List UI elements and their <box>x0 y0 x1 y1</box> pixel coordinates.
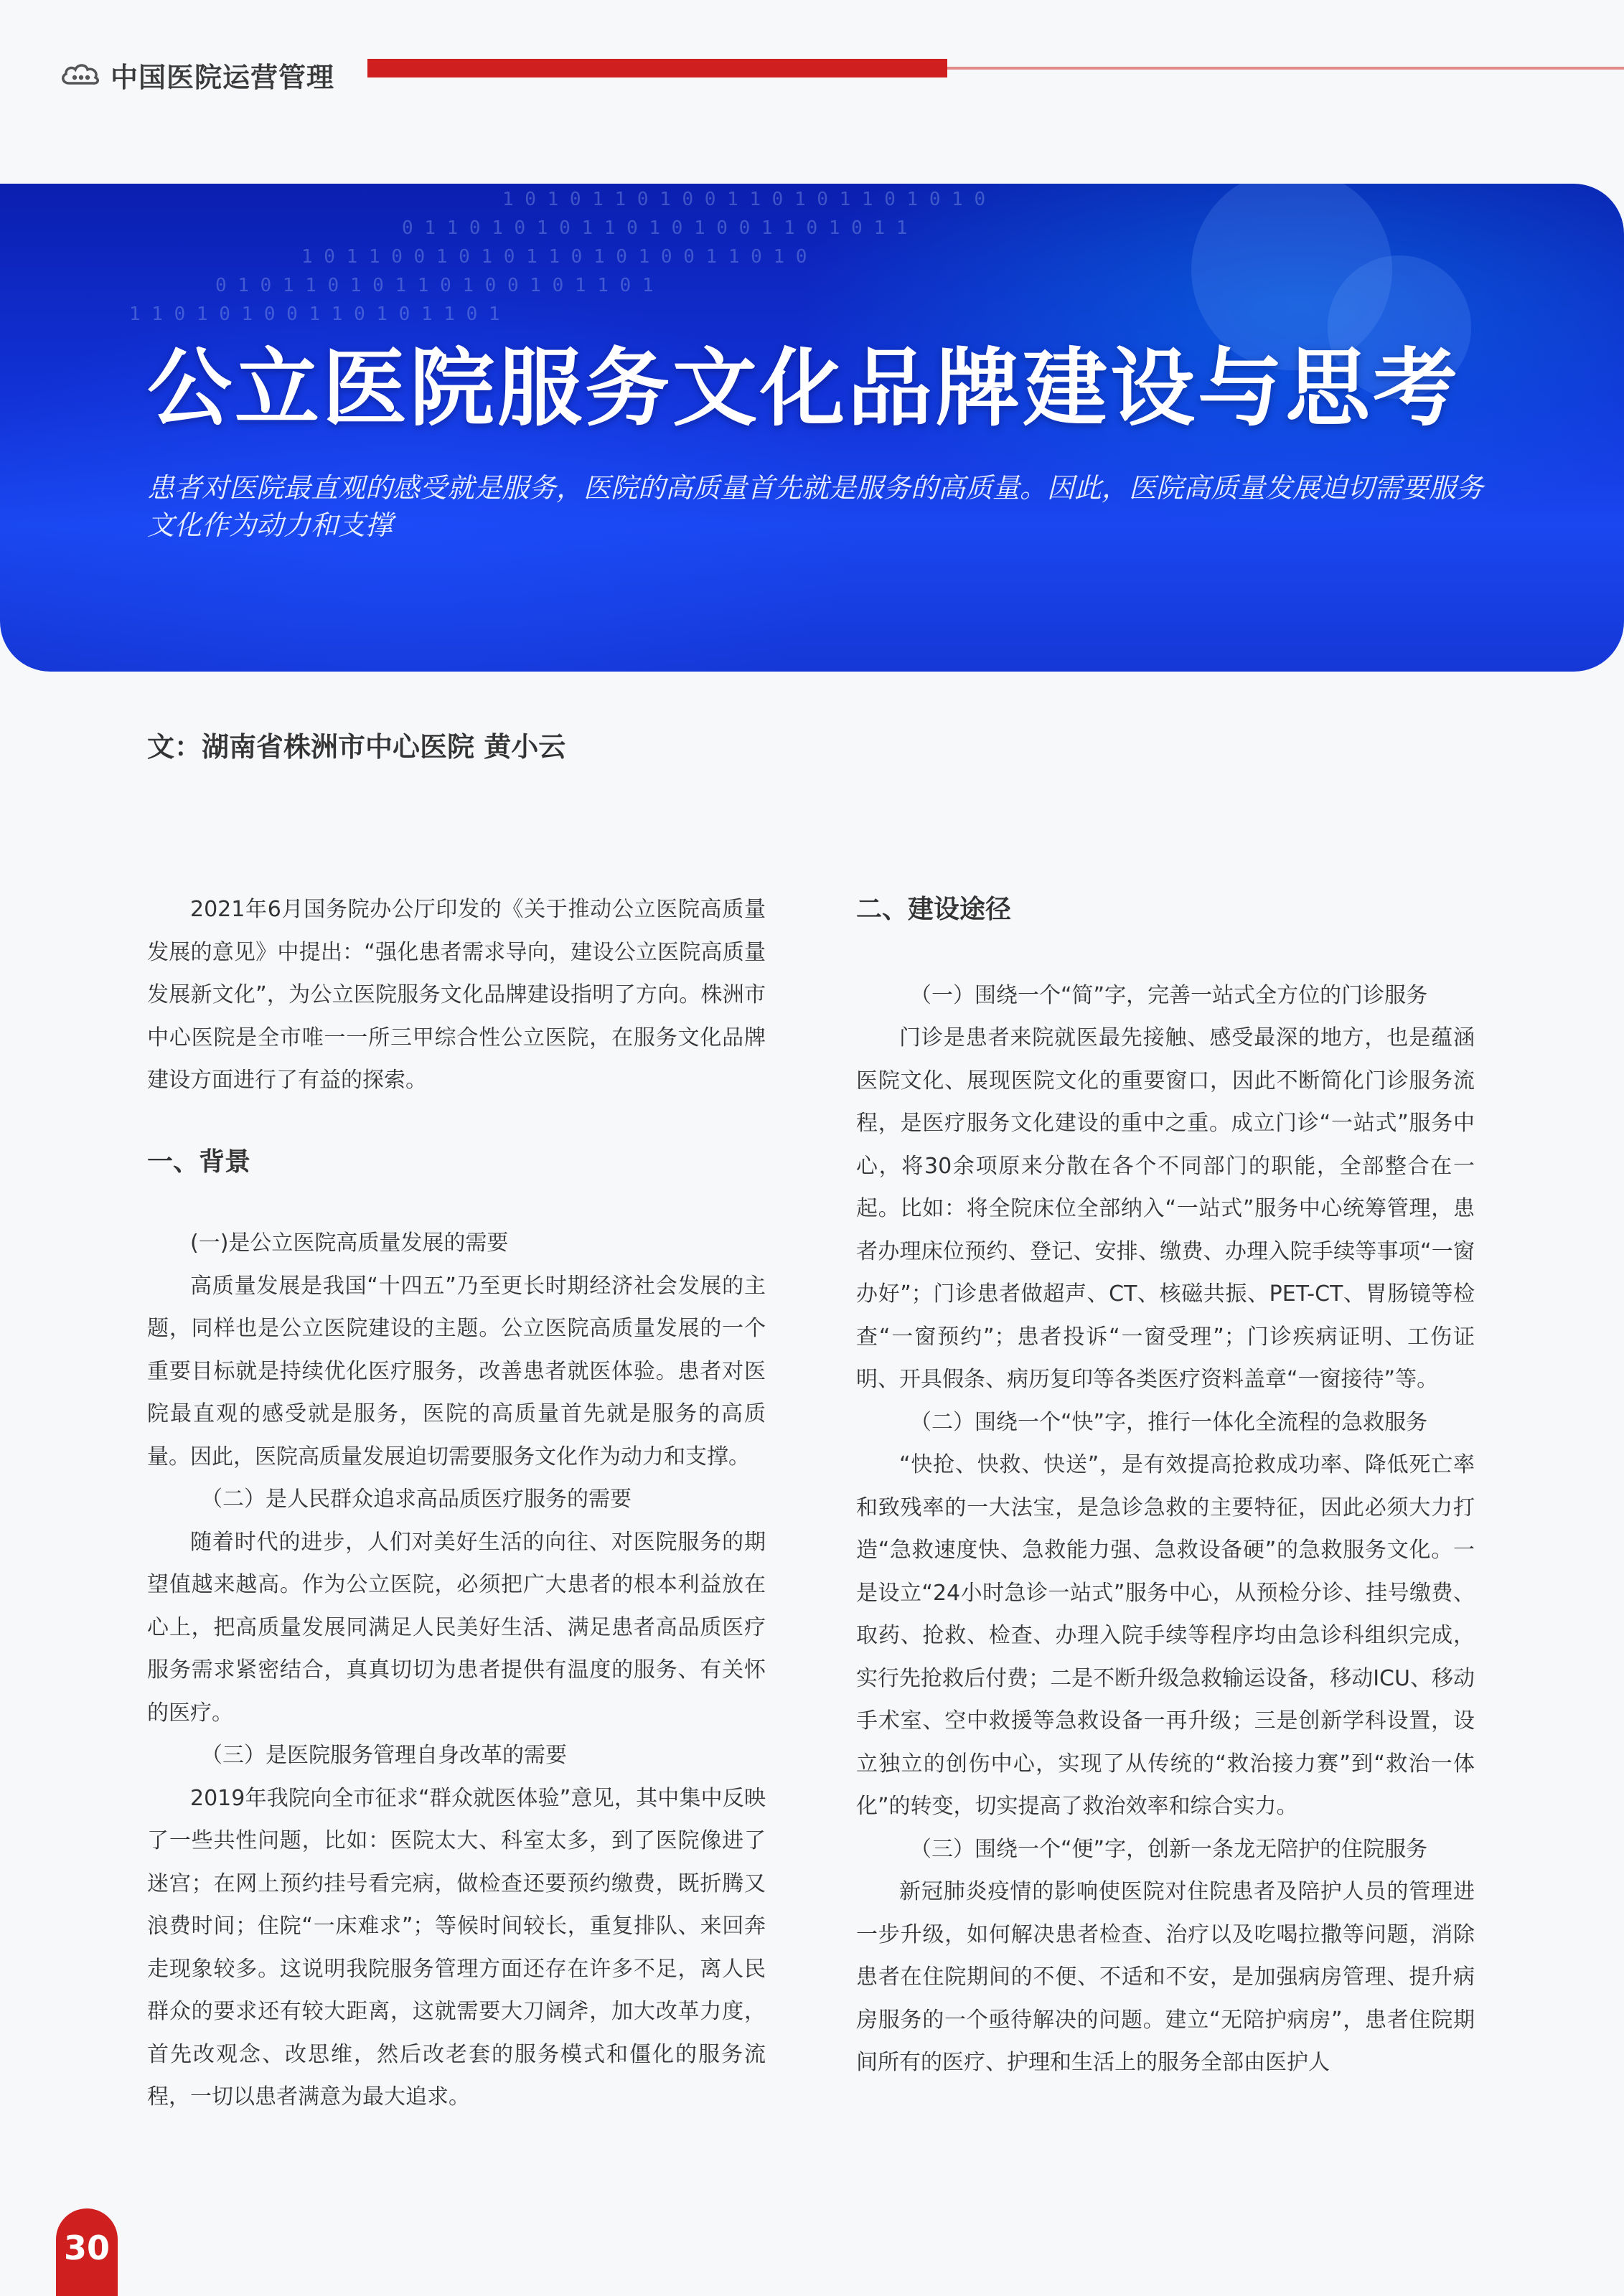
svg-text:0 1 1 0 1 0 1 0 1 1 0 1 0 1 0: 0 1 1 0 1 0 1 0 1 1 0 1 0 1 0 0 1 1 0 1 0 1 1 <box>402 217 908 239</box>
cloud-logo-icon <box>59 60 100 89</box>
svg-text:1 0 1 1 0 0 1 0 1 0 1 1 0 1 0: 1 0 1 1 0 0 1 0 1 0 1 1 0 1 0 1 0 0 1 1 0 1 0 <box>301 246 807 268</box>
magazine-name: 中国医院运营管理 <box>111 61 335 93</box>
subsection-heading-1: (一)是公立医院高质量发展的需要 <box>190 1231 509 1256</box>
article-subtitle: 患者对医院最直观的感受就是服务，医院的高质量首先就是服务的高质量。因此，医院高质量发展迫切需要服务文化作为动力和支撑 <box>147 472 1484 541</box>
subsection-heading-convenient: （三）围绕一个“便”字，创新一条龙无陪护的住院服务 <box>910 1836 1428 1862</box>
subsection-paragraph-convenient: 新冠肺炎疫情的影响使医院对住院患者及陪护人员的管理进一步升级，如何解决患者检查、治疗以及吃喝拉撒等问题，消除患者在住院期间的不便、不适和不安，是加强病房管理、提升病房服务的一个亟待解决的问题。建立“无陪护病房”，患者住院期间所有的医疗、护理和生活上的服务全部由医护人 <box>856 1879 1475 2075</box>
masthead <box>59 53 334 96</box>
left-column <box>147 888 766 2119</box>
subsection-heading-fast: （二）围绕一个“快”字，推行一体化全流程的急救服务 <box>910 1409 1428 1435</box>
right-column <box>856 888 1475 2084</box>
subsection-paragraph-3: 2019年我院向全市征求“群众就医体验”意见，其中集中反映了一些共性问题，比如：医院太大、科室太多，到了医院像进了迷宫；在网上预约挂号看完病，做检查还要预约缴费，既折腾又浪费时间；住院“一床难求”；等候时间较长，重复排队、来回奔走现象较多。这说明我院服务管理方面还存在许多不足，离人民群众的要求还有较大距离，这就需要大刀阔斧，加大改革力度，首先改观念、改思维，然后改老套的服务模式和僵化的服务流程，一切以患者满意为最大追求。 <box>147 1785 766 2109</box>
subsection-paragraph-fast: “快抢、快救、快送”，是有效提高抢救成功率、降低死亡率和致残率的一大法宝，是急诊急救的主要特征，因此必须大力打造“急救速度快、急救能力强、急救设备硬”的急救服务文化。一是设立“24小时急诊一站式”服务中心，从预检分诊、挂号缴费、取药、抢救、检查、办理入院手续等程序均由急诊科组织完成，实行先抢救后付费；二是不断升级急救输运设备，移动ICU、移动手术室、空中救援等急救设备一再升级；三是创新学科设置，设立独立的创伤中心，实现了从传统的“救治接力赛”到“救治一体化”的转变，切实提高了救治效率和综合实力。 <box>856 1452 1475 1819</box>
svg-text:1 0 1 0 1 1 0 1 0 0 1 1 0 1 0: 1 0 1 0 1 1 0 1 0 0 1 1 0 1 0 1 1 0 1 0 1 0 <box>502 189 986 210</box>
section-heading-approach: 二、建设途径 <box>856 895 1012 924</box>
author-byline: 文：湖南省株洲市中心医院 黄小云 <box>147 731 566 763</box>
subsection-paragraph-1: 高质量发展是我国“十四五”乃至更长时期经济社会发展的主题，同样也是公立医院建设的主题。公立医院高质量发展的一个重要目标就是持续优化医疗服务，改善患者就医体验。患者对医院最直观的感受就是服务，医院的高质量首先就是服务的高质量。因此，医院高质量发展迫切需要服务文化作为动力和支撑。 <box>147 1273 766 1469</box>
subsection-heading-simple: （一）围绕一个“简”字，完善一站式全方位的门诊服务 <box>910 982 1428 1008</box>
svg-text:1 1 0 1 0 1 0 0 1 1 0 1 0 1 1: 1 1 0 1 0 1 0 0 1 1 0 1 0 1 1 0 1 <box>129 304 500 325</box>
svg-text:0 1 0 1 1 0 1 0 1 1 0 1 0 0 1: 0 1 0 1 1 0 1 0 1 1 0 1 0 0 1 0 1 1 0 1 <box>215 275 654 296</box>
section-heading-background: 一、背景 <box>147 1147 251 1177</box>
intro-paragraph: 2021年6月国务院办公厅印发的《关于推动公立医院高质量发展的意见》中提出：“强化患者需求导向，建设公立医院高质量发展新文化”，为公立医院服务文化品牌建设指明了方向。株洲市中心医院是全市唯一一所三甲综合性公立医院，在服务文化品牌建设方面进行了有益的探索。 <box>147 897 766 1093</box>
header-red-line <box>947 67 1624 70</box>
subsection-paragraph-2: 随着时代的进步，人们对美好生活的向往、对医院服务的期望值越来越高。作为公立医院，必须把广大患者的根本利益放在心上，把高质量发展同满足人民美好生活、满足患者高品质医疗服务需求紧密结合，真真切切为患者提供有温度的服务、有关怀的医疗。 <box>147 1529 766 1726</box>
page-number: 30 <box>56 2208 118 2296</box>
title-banner <box>0 184 1624 672</box>
header-red-bar <box>367 59 947 77</box>
subsection-paragraph-simple: 门诊是患者来院就医最先接触、感受最深的地方，也是蕴涵医院文化、展现医院文化的重要窗口，因此不断简化门诊服务流程，是医疗服务文化建设的重中之重。成立门诊“一站式”服务中心，将30余项原来分散在各个不同部门的职能，全部整合在一起。比如：将全院床位全部纳入“一站式”服务中心统筹管理，患者办理床位预约、登记、安排、缴费、办理入院手续等事项“一窗办好”；门诊患者做超声、CT、核磁共振、PET-CT、胃肠镜等检查“一窗预约”；患者投诉“一窗受理”；门诊疾病证明、工伤证明、开具假条、病历复印等各类医疗资料盖章“一窗接待”等。 <box>856 1025 1475 1392</box>
subsection-heading-2: （二）是人民群众追求高品质医疗服务的需要 <box>201 1487 632 1512</box>
article-title: 公立医院服务文化品牌建设与思考 <box>147 339 1461 438</box>
subsection-heading-3: （三）是医院服务管理自身改革的需要 <box>201 1743 567 1768</box>
